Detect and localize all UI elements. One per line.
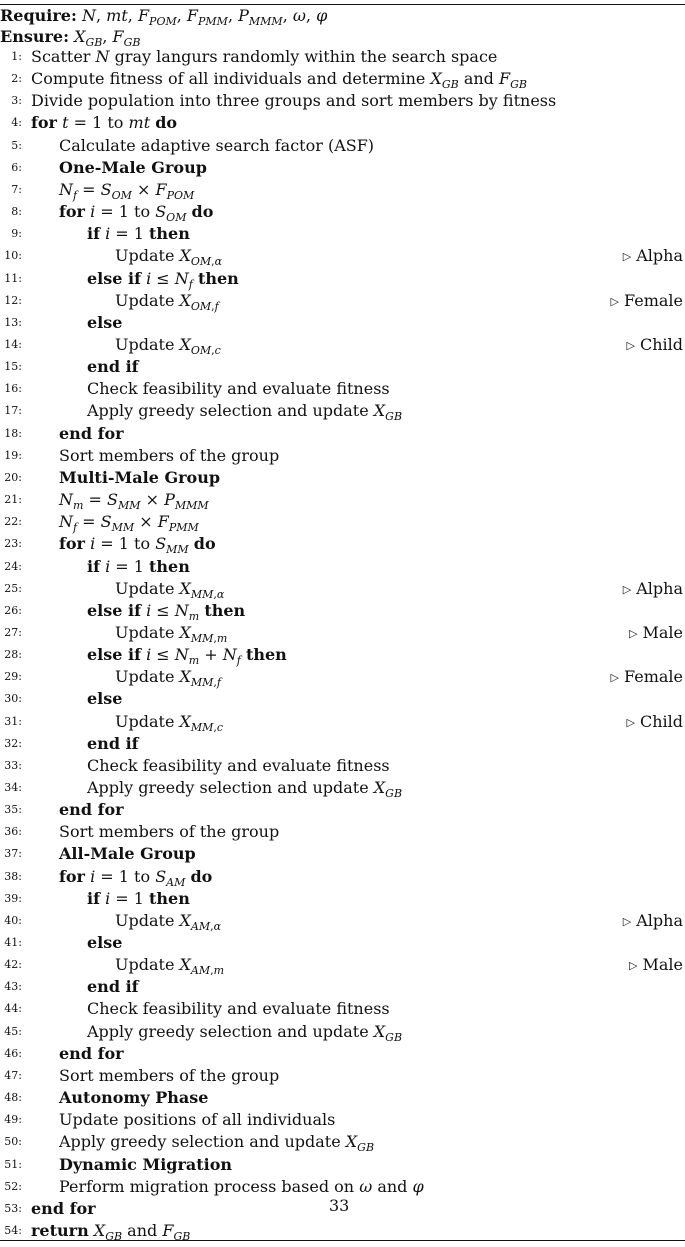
algorithm-line [0, 1021, 685, 1043]
ensure-params: $X_{GB}$, $F_{GB}$ [74, 27, 141, 50]
line-code: Check feasibility and evaluate fitness [87, 999, 390, 1019]
line-code: Dynamic Migration [59, 1154, 233, 1174]
comment-triangle-icon: ▷ [610, 294, 619, 308]
line-code: $N_f = S_{OM} \times F_{POM}$ [59, 179, 195, 203]
line-number: 3: [11, 94, 22, 108]
line-number: 9: [11, 227, 22, 241]
algorithm-line [0, 268, 685, 290]
line-code: Apply greedy selection and update $X_{GB}$ [87, 1021, 403, 1044]
page-number: 33 [329, 1196, 350, 1215]
line-code: Apply greedy selection and update $X_{GB}$ [87, 777, 403, 801]
line-code: else [87, 933, 123, 952]
require-label: Require: [0, 6, 77, 25]
line-number: 13: [4, 315, 22, 329]
line-number: 25: [4, 581, 22, 595]
algorithm-line [0, 400, 685, 422]
line-code: Sort members of the group [59, 445, 280, 465]
line-comment: ▷ Alpha [622, 246, 683, 266]
algorithm-line [0, 777, 685, 799]
line-code: Update $X_{MM,\alpha}$ [115, 578, 225, 601]
line-comment: ▷ Alpha [622, 910, 683, 930]
line-code: Update $X_{AM,\alpha}$ [115, 910, 222, 933]
line-number: 21: [4, 493, 22, 506]
line-code: end if [87, 977, 139, 997]
line-code: end for [59, 1043, 124, 1063]
line-number: 32: [4, 736, 22, 750]
comment-triangle-icon: ▷ [629, 959, 638, 973]
line-code: All-Male Group [59, 844, 196, 864]
line-number: 26: [4, 603, 22, 617]
line-code: else if $i \le N_m + N_f$ then [87, 645, 287, 668]
comment-triangle-icon: ▷ [610, 671, 619, 685]
algorithm-line [0, 556, 685, 578]
bottom-rule [0, 1240, 685, 1241]
line-code: end if [87, 733, 139, 753]
line-number: 20: [4, 470, 22, 484]
line-code: $N_m = S_{MM} \times P_{MMM}$ [59, 490, 209, 513]
require-params: N, mt, $F_{POM}$, $F_{PMM}$, $P_{MMM}$, ω, φ [81, 6, 328, 29]
line-number: 15: [4, 360, 22, 374]
line-comment: ▷ Child [626, 334, 683, 354]
algorithm-line [0, 356, 685, 378]
algorithm-line [0, 334, 685, 356]
line-number: 4: [11, 116, 22, 130]
algorithm-line [0, 998, 685, 1020]
algorithm-line [0, 644, 685, 666]
algorithm-line [0, 290, 685, 312]
algorithm-line [0, 312, 685, 334]
line-number: 44: [4, 1002, 22, 1016]
line-code: One-Male Group [59, 157, 207, 177]
line-comment: ▷ Female [610, 667, 683, 687]
line-number: 1: [11, 50, 22, 63]
algorithm-line [0, 112, 685, 134]
line-comment: ▷ Child [626, 711, 683, 731]
line-code: $N_f = S_{MM} \times F_{PMM}$ [59, 512, 199, 535]
line-number: 16: [4, 382, 22, 396]
algorithm-line [0, 910, 685, 932]
comment-triangle-icon: ▷ [622, 914, 632, 928]
line-code: for t = 1 to mt do [31, 113, 178, 133]
line-code: for i = 1 to $S_{AM}$ do [59, 866, 213, 889]
line-code: Calculate adaptive search factor (ASF) [59, 135, 375, 155]
algorithm-line [0, 467, 685, 489]
line-code: Sort members of the group [59, 822, 280, 842]
line-code: else if $i \le N_f$ then [87, 268, 239, 291]
line-number: 5: [11, 138, 22, 152]
algorithm-line [0, 755, 685, 777]
comment-triangle-icon: ▷ [626, 715, 635, 729]
line-number: 38: [4, 869, 22, 883]
line-number: 41: [4, 936, 22, 949]
comment-triangle-icon: ▷ [622, 250, 632, 264]
line-code: end for [59, 423, 124, 443]
line-code: Update $X_{OM,f}$ [115, 290, 219, 313]
line-number: 23: [4, 537, 22, 551]
line-number: 27: [4, 625, 22, 639]
line-number: 37: [4, 847, 22, 861]
line-number: 35: [4, 803, 22, 817]
line-code: Update $X_{MM,m}$ [115, 622, 228, 646]
line-comment: ▷ Female [610, 290, 683, 310]
line-code: Divide population into three groups and sort members by fitness [31, 91, 557, 111]
algorithm-line [0, 733, 685, 755]
line-code: Sort members of the group [59, 1065, 280, 1085]
line-number: 24: [4, 559, 22, 573]
line-code: Apply greedy selection and update $X_{GB}$ [87, 401, 403, 424]
line-number: 2: [11, 72, 22, 86]
algorithm-line [0, 688, 685, 710]
line-number: 30: [4, 692, 22, 706]
line-number: 8: [11, 205, 22, 218]
line-code: else if $i \le N_m$ then [87, 600, 246, 623]
line-number: 36: [4, 825, 22, 839]
algorithm-line [0, 90, 685, 112]
algorithm-line [0, 223, 685, 245]
comment-triangle-icon: ▷ [626, 338, 635, 352]
algorithm-line [0, 445, 685, 467]
algorithm-line [0, 666, 685, 688]
line-code: for i = 1 to $S_{MM}$ do [59, 534, 216, 557]
algorithm-line [0, 423, 685, 445]
line-code: Apply greedy selection and update $X_{GB}$ [59, 1132, 375, 1155]
ensure-line [0, 27, 141, 50]
line-code: for i = 1 to $S_{OM}$ do [59, 202, 214, 225]
algorithm-line [0, 179, 685, 201]
line-number: 51: [4, 1157, 22, 1171]
line-number: 45: [4, 1024, 22, 1038]
line-code: end for [59, 800, 124, 820]
line-code: Update $X_{MM,c}$ [115, 711, 224, 734]
algorithm-line [0, 46, 685, 68]
line-comment: ▷ Male [629, 622, 683, 642]
line-number: 50: [4, 1135, 22, 1149]
algorithm-line [0, 1220, 685, 1242]
line-number: 28: [4, 648, 22, 661]
line-number: 29: [4, 670, 22, 684]
comment-triangle-icon: ▷ [629, 626, 638, 640]
algorithm-line [0, 1109, 685, 1131]
line-number: 11: [4, 271, 22, 285]
line-code: if i = 1 then [87, 888, 190, 908]
top-rule [0, 4, 685, 5]
line-code: Update $X_{OM,\alpha}$ [115, 246, 223, 269]
line-number: 17: [4, 404, 22, 418]
algorithm-line [0, 201, 685, 223]
line-number: 46: [4, 1046, 22, 1060]
algorithm-line [0, 932, 685, 954]
line-number: 42: [4, 958, 22, 972]
line-code: else [87, 312, 123, 332]
algorithm-line [0, 533, 685, 555]
algorithm-line [0, 600, 685, 622]
line-number: 18: [4, 426, 22, 440]
algorithm-line [0, 888, 685, 910]
line-number: 49: [4, 1113, 22, 1127]
algorithm-line [0, 821, 685, 843]
algorithm-line [0, 711, 685, 733]
line-code: Scatter N gray langurs randomly within the search space [31, 47, 498, 66]
line-code: Multi-Male Group [59, 467, 221, 487]
line-number: 43: [4, 980, 22, 994]
line-code: Update $X_{AM,m}$ [115, 955, 225, 978]
line-number: 52: [4, 1179, 22, 1193]
algorithm-line [0, 511, 685, 533]
algorithm-line [0, 489, 685, 511]
line-number: 53: [4, 1201, 22, 1215]
line-code: end if [87, 357, 139, 377]
algorithm-line [0, 1131, 685, 1153]
line-code: Autonomy Phase [59, 1088, 209, 1107]
line-code: Check feasibility and evaluate fitness [87, 379, 390, 399]
algorithm-line [0, 1087, 685, 1109]
algorithm-line [0, 245, 685, 267]
algorithm-line [0, 1043, 685, 1065]
line-number: 47: [4, 1068, 22, 1082]
line-number: 48: [4, 1091, 22, 1104]
line-comment: ▷ Male [629, 955, 683, 975]
line-number: 54: [4, 1223, 22, 1237]
line-code: if i = 1 then [87, 224, 190, 244]
comment-triangle-icon: ▷ [622, 582, 632, 596]
line-code: Check feasibility and evaluate fitness [87, 755, 390, 775]
algorithm-line [0, 135, 685, 157]
line-code: if i = 1 then [87, 556, 190, 576]
line-number: 33: [4, 758, 22, 772]
algorithm-line [0, 157, 685, 179]
line-code: Update positions of all individuals [59, 1110, 336, 1130]
line-number: 12: [4, 293, 22, 307]
line-code: Update $X_{OM,c}$ [115, 334, 221, 358]
line-number: 34: [4, 780, 22, 794]
line-number: 10: [4, 249, 22, 263]
line-number: 7: [11, 182, 22, 196]
line-number: 40: [4, 913, 22, 927]
line-code: end for [31, 1198, 96, 1218]
line-number: 6: [11, 160, 22, 174]
line-number: 39: [4, 891, 22, 905]
require-line [0, 6, 328, 29]
ensure-label: Ensure: [0, 27, 69, 46]
line-number: 22: [4, 515, 22, 529]
algorithm-line [0, 68, 685, 90]
line-number: 19: [4, 448, 22, 462]
line-code: Perform migration process based on ω and φ [59, 1176, 424, 1196]
line-code: Compute fitness of all individuals and determine $X_{GB}$ and $F_{GB}$ [31, 69, 527, 92]
line-number: 14: [4, 337, 22, 351]
algorithm-line [0, 866, 685, 888]
line-comment: ▷ Alpha [622, 578, 683, 598]
line-code: else [87, 689, 123, 709]
algorithm-line [0, 1065, 685, 1087]
algorithm-line [0, 578, 685, 600]
algorithm-line [0, 1154, 685, 1176]
algorithm-line [0, 378, 685, 400]
algorithm-line [0, 799, 685, 821]
line-code: Update $X_{MM,f}$ [115, 667, 221, 690]
algorithm-line [0, 976, 685, 998]
algorithm-line [0, 1176, 685, 1198]
algorithm-line [0, 622, 685, 644]
line-code: return $X_{GB}$ and $F_{GB}$ [31, 1220, 191, 1244]
algorithm-line [0, 843, 685, 865]
line-number: 31: [4, 714, 22, 728]
algorithm-line [0, 954, 685, 976]
